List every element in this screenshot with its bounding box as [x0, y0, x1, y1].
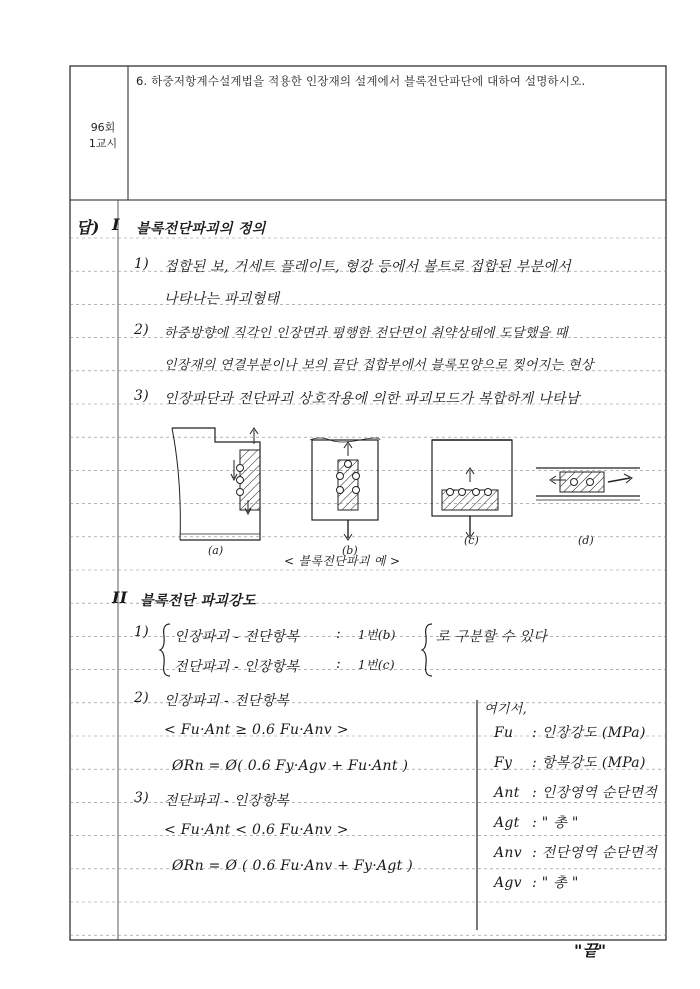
s1-item2-line1: 하중방향에 직각인 인장면과 평행한 전단면이 취약상태에 도달했을 때 — [164, 326, 568, 341]
s2-item2-formula: ØRn = Ø( 0.6 Fy·Agv + Fu·Ant ) — [172, 758, 409, 774]
s2-item3-num: 3) — [134, 790, 149, 806]
case2-text: 전단파괴 - 인장항복 — [174, 659, 300, 675]
legend-row — [494, 812, 657, 832]
s2-item2-condition: < Fu·Ant ≥ 0.6 Fu·Anv > — [164, 722, 349, 738]
legend-sym: Agt — [494, 815, 520, 831]
legend-desc: : 인장영역 순단면적 — [532, 785, 658, 801]
figure-c — [432, 440, 512, 538]
case2-value: 1번(c) — [358, 658, 395, 672]
figure-label-a: (a) — [208, 544, 224, 557]
session-period: 1교시 — [88, 137, 118, 150]
s1-item1-line2: 나타나는 파괴형태 — [164, 291, 280, 307]
s2-item3-condition: < Fu·Ant < 0.6 Fu·Anv > — [164, 822, 349, 838]
case-note: 로 구분할 수 있다 — [436, 629, 548, 645]
s1-item2-line2: 인장재의 연결부분이나 보의 끝단 접합부에서 블록모양으로 찢어지는 현상 — [164, 358, 594, 373]
case1-sep: : — [336, 626, 342, 642]
legend-row — [494, 872, 657, 892]
legend-desc: : 항복강도 (MPa) — [532, 755, 646, 771]
s2-item2-num: 2) — [134, 690, 149, 706]
legend-desc: : " 총 " — [532, 875, 579, 891]
legend-sym: Fy — [494, 755, 513, 771]
s1-item2-num: 2) — [134, 322, 149, 338]
legend-row — [494, 722, 657, 742]
legend-row — [494, 752, 657, 772]
legend-title: 여기서, — [484, 702, 528, 717]
legend-list — [494, 722, 658, 891]
section1-numeral: I — [112, 215, 120, 234]
s1-item1-line1: 접합된 보, 거세트 플레이트, 형강 등에서 볼트로 접합된 부분에서 — [164, 259, 571, 275]
legend-desc: : 전단영역 순단면적 — [532, 845, 658, 861]
section1-title: 블록전단파괴의 정의 — [136, 221, 266, 237]
figure-a — [172, 428, 260, 540]
end-mark: "끝" — [574, 941, 607, 960]
case2-sep: : — [336, 656, 342, 672]
right-brace — [420, 622, 434, 678]
left-brace — [158, 622, 172, 678]
figure-label-b: (b) — [342, 544, 358, 557]
legend-sym: Ant — [494, 785, 520, 801]
figure-b — [310, 438, 380, 540]
session-label — [78, 120, 128, 152]
legend-sym: Agv — [494, 875, 522, 891]
s2-item2-title: 인장파괴 - 전단항복 — [164, 693, 290, 709]
s2-item3-formula: ØRn = Ø ( 0.6 Fu·Anv + Fy·Agt ) — [172, 858, 414, 874]
question-text: 6. 하중저항계수설계법을 적용한 인장재의 설계에서 블록전단파단에 대하여 설명하시오. — [136, 74, 586, 88]
legend-sym: Fu — [494, 725, 514, 741]
section2-numeral: II — [112, 588, 128, 607]
s2-item1-num: 1) — [134, 624, 149, 640]
figure-label-d: (d) — [578, 534, 594, 547]
legend-desc: : " 총 " — [532, 815, 579, 831]
figure-label-c: (c) — [464, 534, 479, 547]
legend-row — [494, 842, 657, 862]
section2-title: 블록전단 파괴강도 — [140, 593, 256, 609]
legend-divider — [474, 700, 480, 930]
legend-desc: : 인장강도 (MPa) — [532, 725, 646, 741]
answer-label: 답) — [76, 218, 100, 237]
s1-item3-num: 3) — [134, 388, 149, 404]
figure-caption: < 블록전단파괴 예 > — [284, 554, 401, 568]
s2-item3-title: 전단파괴 - 인장항복 — [164, 793, 290, 809]
s1-item3-line1: 인장파단과 전단파괴 상호작용에 의한 파괴모드가 복합하게 나타남 — [164, 391, 580, 407]
case1-value: 1번(b) — [358, 628, 396, 642]
legend-sym: Anv — [494, 845, 522, 861]
case1-text: 인장파괴 - 전단항복 — [174, 629, 300, 645]
block-shear-figure — [160, 420, 650, 560]
figure-d — [536, 468, 640, 500]
legend-row — [494, 782, 657, 802]
s1-item1-num: 1) — [134, 256, 149, 272]
session-number: 96회 — [90, 121, 116, 134]
